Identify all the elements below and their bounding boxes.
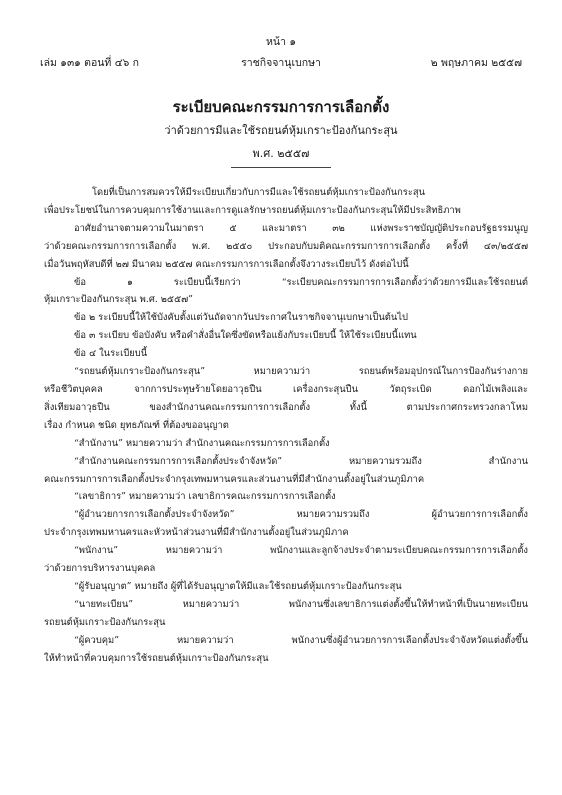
definition-provincial-director-cont: ประจำกรุงเทพมหานครและหัวหน้าส่วนงานที่มีสำนักงานตั้งอยู่ในส่วนภูมิภาค [44,527,349,539]
authority-line: ว่าด้วยคณะกรรมการการเลือกตั้ง พ.ศ. ๒๕๕๐ ประกอบกับมติคณะกรรมการการเลือกตั้ง ครั้งที่ ๔๓/๒๕๕๗ [44,240,528,252]
clause-1: ข้อ ๑ ระเบียบนี้เรียกว่า “ระเบียบคณะกรรมการการเลือกตั้งว่าด้วยการมีและใช้รถยนต์ [74,276,528,288]
preamble-line: เพื่อประโยชน์ในการควบคุมการใช้งานและการดูแลรักษารถยนต์หุ้มเกราะป้องกันกระสุนให้มีประสิทธิภาพ [44,204,461,216]
definition-registrar: “นายทะเบียน” หมายความว่า พนักงานซึ่งเลขาธิการแต่งตั้งขึ้นให้ทำหน้าที่เป็นนายทะเบียน [74,598,528,610]
definition-controller: “ผู้ควบคุม” หมายความว่า พนักงานซึ่งผู้อำนวยการการเลือกตั้งประจำจังหวัดแต่งตั้งขึ้น [74,634,528,646]
preamble-line: โดยที่เป็นการสมควรให้มีระเบียบเกี่ยวกับการมีและใช้รถยนต์หุ้มเกราะป้องกันกระสุน [92,187,426,198]
definition-office: “สำนักงาน” หมายความว่า สำนักงานคณะกรรมการการเลือกตั้ง [74,437,330,449]
definition-employee: “พนักงาน” หมายความว่า พนักงานและลูกจ้างประจำตามระเบียบคณะกรรมการการเลือกตั้ง [74,545,528,557]
document-year: พ.ศ. ๒๕๕๗ [252,147,310,160]
document-subtitle: ว่าด้วยการมีและใช้รถยนต์หุ้มเกราะป้องกันกระสุน [164,124,398,137]
definition-armored-car-cont: เรื่อง กำหนด ชนิด ยุทธภัณฑ์ ที่ต้องขออนุญาต [44,419,229,431]
definition-employee-cont: ว่าด้วยการบริหารงานบุคคล [44,563,156,575]
definition-controller-cont: ให้ทำหน้าที่ควบคุมการใช้รถยนต์หุ้มเกราะป้องกันกระสุน [44,652,269,664]
definition-provincial-director: “ผู้อำนวยการการเลือกตั้งประจำจังหวัด” หมายความรวมถึง ผู้อำนวยการการเลือกตั้ง [74,509,528,521]
clause-1-cont: หุ้มเกราะป้องกันกระสุน พ.ศ. ๒๕๕๗” [44,294,193,306]
authority-line: เมื่อวันพฤหัสบดีที่ ๒๗ มีนาคม ๒๕๕๗ คณะกรรมการการเลือกตั้งจึงวางระเบียบไว้ ดังต่อไปนี้ [44,258,409,270]
definition-armored-car-cont: สิ่งเทียมอาวุธปืน ของสำนักงานคณะกรรมการการเลือกตั้ง ทั้งนี้ ตามประกาศกระทรวงกลาโหม [44,401,528,413]
clause-2: ข้อ ๒ ระเบียบนี้ให้ใช้บังคับตั้งแต่วันถัดจากวันประกาศในราชกิจจานุเบกษาเป็นต้นไป [74,312,408,324]
document-title: ระเบียบคณะกรรมการการเลือกตั้ง [172,98,390,116]
page-number: หน้า ๑ [266,36,296,48]
authority-line: อาศัยอำนาจตามความในมาตรา ๕ และมาตรา ๓๒ แห่งพระราชบัญญัติประกอบรัฐธรรมนูญ [74,222,528,234]
definition-licensee: “ผู้รับอนุญาต” หมายถึง ผู้ที่ได้รับอนุญาตให้มีและใช้รถยนต์หุ้มเกราะป้องกันกระสุน [74,580,402,592]
clause-4: ข้อ ๔ ในระเบียบนี้ [74,348,148,360]
title-divider [231,167,331,168]
document-body [44,184,528,667]
definition-registrar-cont: รถยนต์หุ้มเกราะป้องกันกระสุน [44,616,166,628]
definition-provincial-office: “สำนักงานคณะกรรมการการเลือกตั้งประจำจังหวัด” หมายความรวมถึง สำนักงาน [74,455,528,467]
gazette-header [40,54,522,68]
volume-issue: เล่ม ๑๓๑ ตอนที่ ๔๖ ก [40,57,139,69]
publication-name: ราชกิจจานุเบกษา [241,57,321,69]
definition-secretary-general: “เลขาธิการ” หมายความว่า เลขาธิการคณะกรรมการการเลือกตั้ง [74,491,336,503]
definition-armored-car: “รถยนต์หุ้มเกราะป้องกันกระสุน” หมายความว่า รถยนต์พร้อมอุปกรณ์ในการป้องกันร่างกาย [74,366,528,378]
definition-armored-car-cont: หรือชีวิตบุคคล จากการประทุษร้ายโดยอาวุธปืน เครื่องกระสุนปืน วัตถุระเบิด ดอกไม้เพลิงและ [44,383,528,395]
clause-3: ข้อ ๓ ระเบียบ ข้อบังคับ หรือคำสั่งอื่นใดซึ่งขัดหรือแย้งกับระเบียบนี้ ให้ใช้ระเบียบนี้แทน [74,330,417,342]
publication-date: ๒ พฤษภาคม ๒๕๕๗ [430,57,522,69]
definition-provincial-office-cont: คณะกรรมการการเลือกตั้งประจำกรุงเทพมหานครและส่วนงานที่มีสำนักงานตั้งอยู่ในส่วนภูมิภาค [44,473,425,485]
